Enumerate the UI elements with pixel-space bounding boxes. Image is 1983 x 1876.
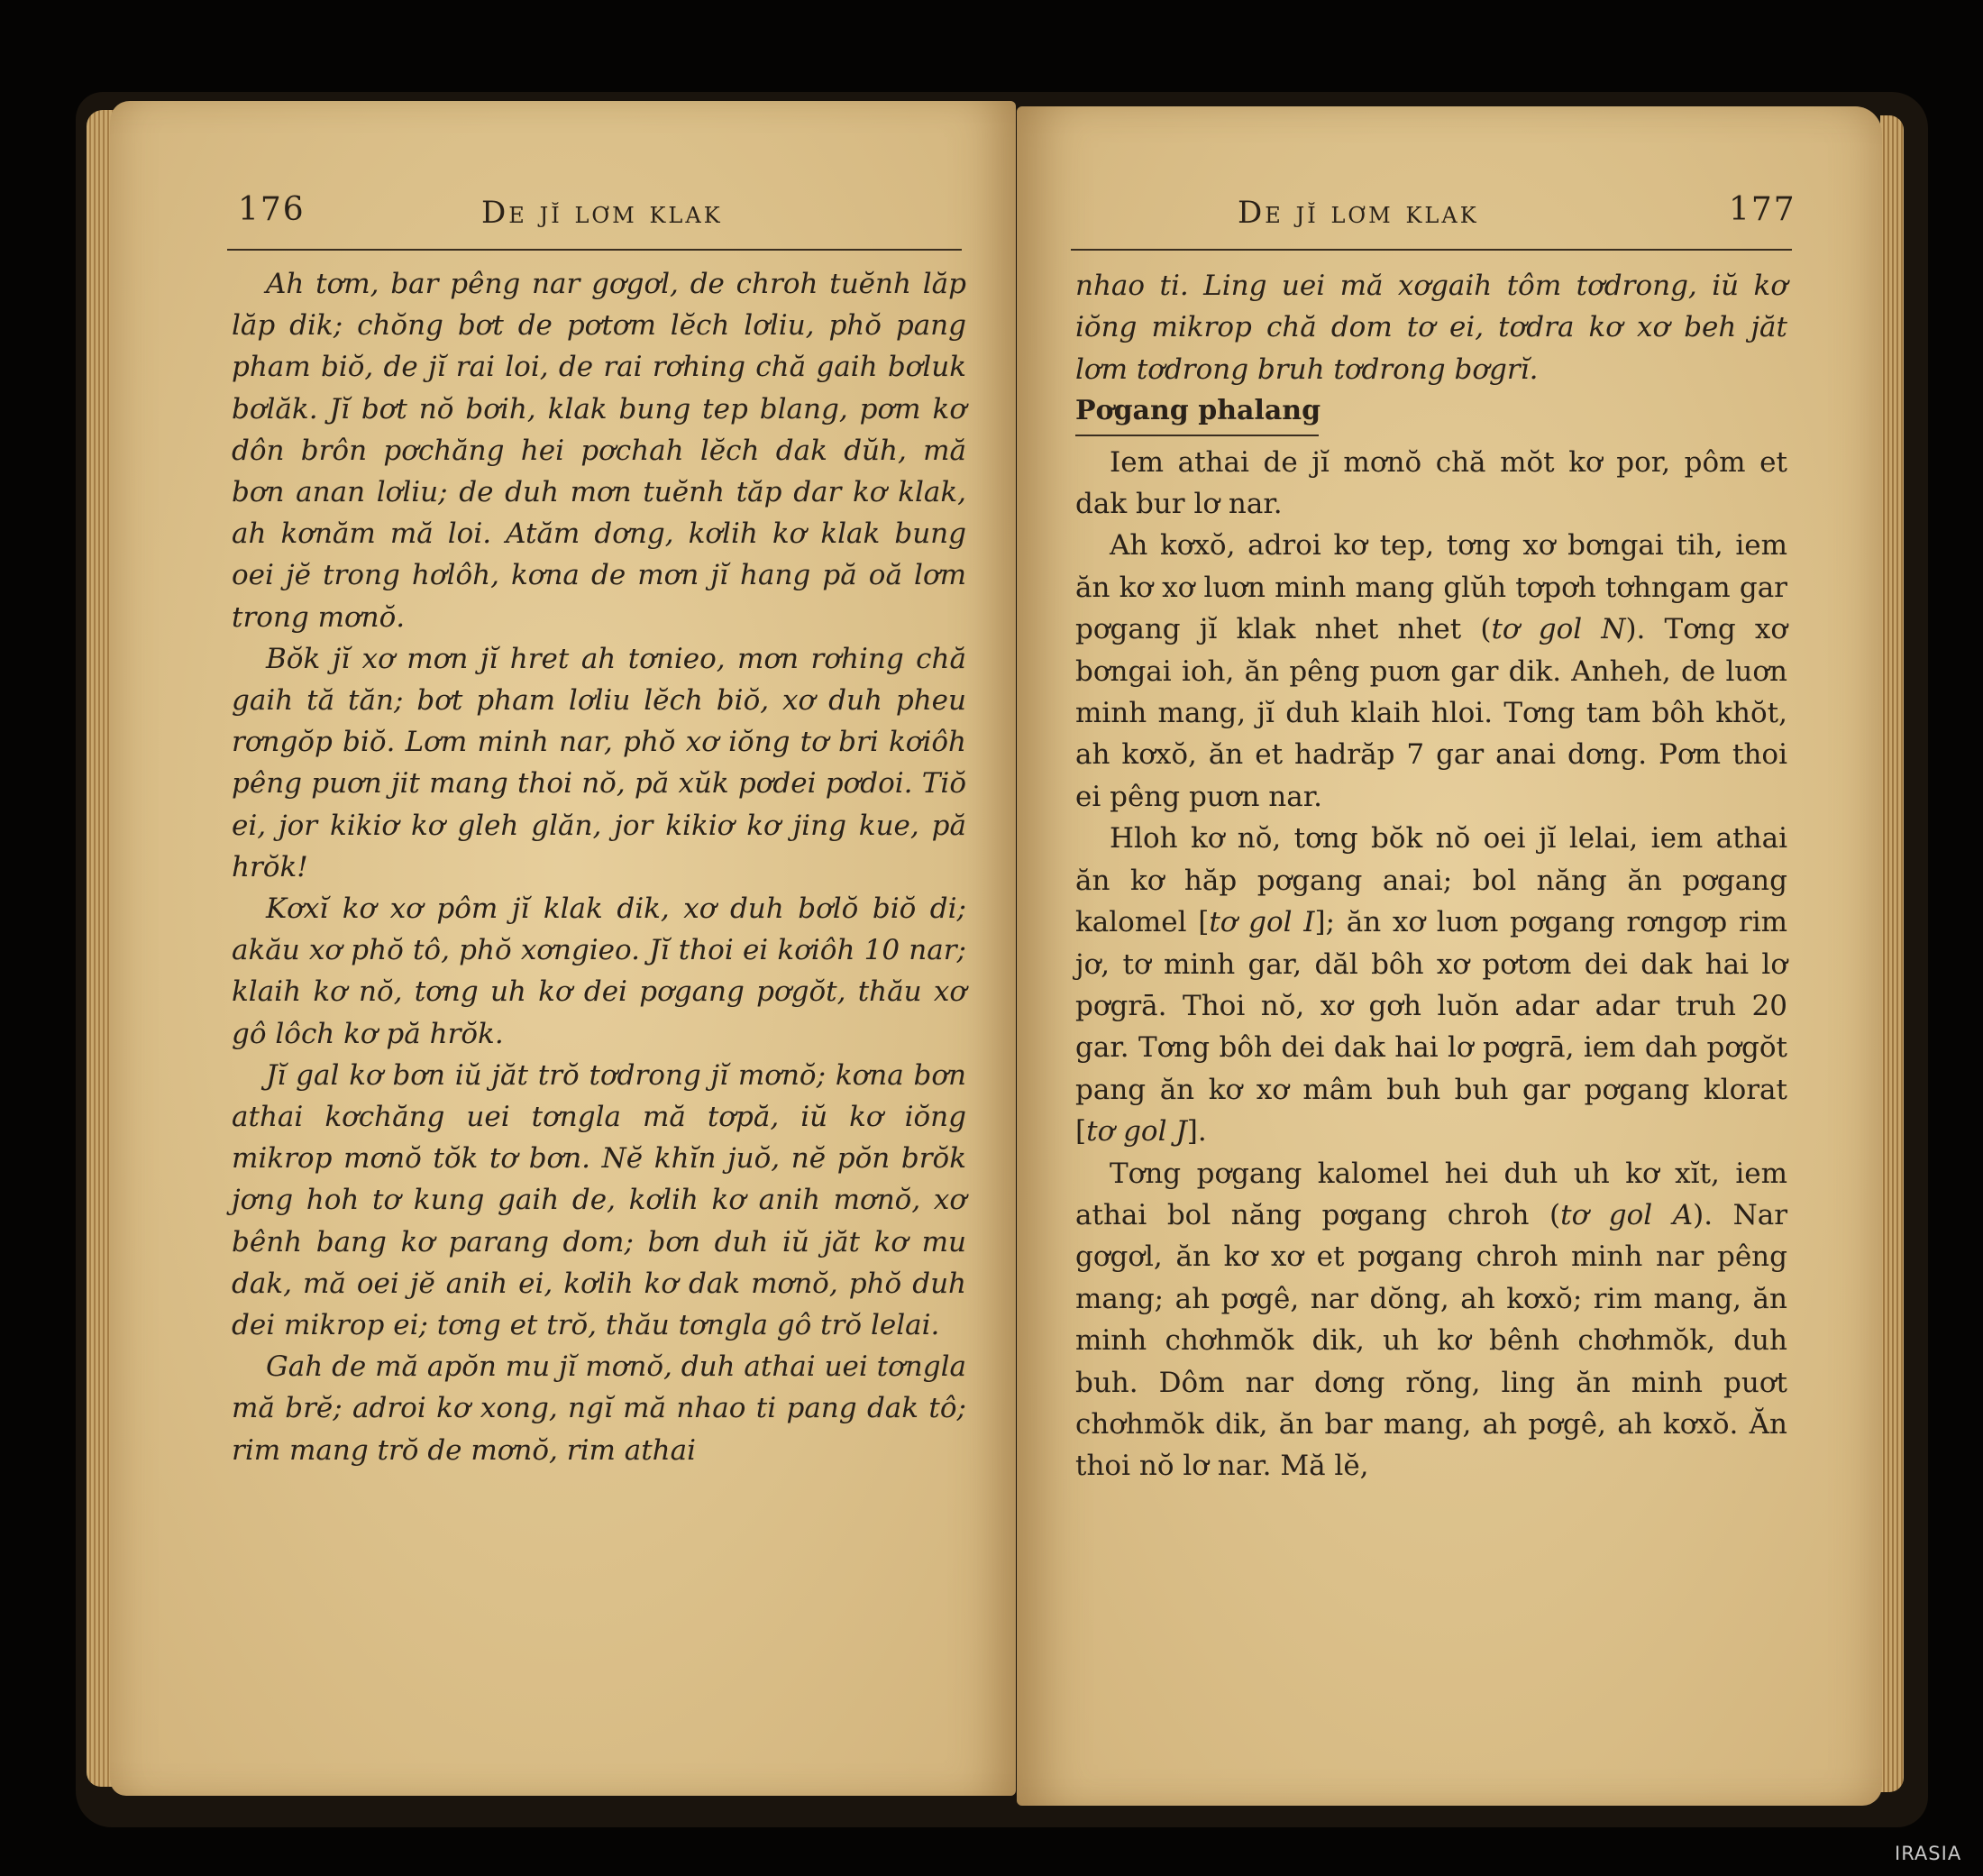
right-header-rule: [1071, 249, 1792, 251]
paragraph: Jĭ gal kơ bơn iŭ jăt trŏ tơdrong jĭ mơnŏ; kơna bơn athai kơchăng uei tơngla mă tơpă, iŭ kơ iŏng mikrop mơnŏ tŏk tơ bơn. Nĕ khĭn juŏ, nĕ pŏn brŏk jơng hoh tơ kung gaih de, kơlih kơ anih mơnŏ, xơ bênh bang kơ parang dom; bơn duh iŭ jăt kơ mu dak, mă oei jĕ anih ei, kơlih kơ dak mơnŏ, phŏ duh dei mikrop ei; tơng et trŏ, thău tơngla gô trŏ lelai.: [232, 1058, 966, 1342]
left-page-header: [110, 101, 1016, 231]
watermark: IRASIA: [1895, 1843, 1962, 1864]
paragraph: [1075, 818, 1787, 1152]
figure-reference: tơ gol A: [1560, 1198, 1694, 1231]
paragraph-text: ). Nar gơgơl, ăn kơ xơ et pơgang chroh minh nar pêng mang; ah pơgê, nar dŏng, ah kơxŏ; rim mang, ăn minh chơhmŏk dik, uh kơ bênh chơhmŏk, duh buh. Dôm nar dơng rŏng, ling ăn minh puơt chơhmŏk dik, ăn bar mang, ah pơgê, ah kơxŏ. Ăn thoi nŏ lơ nar. Mă lĕ,: [1075, 1198, 1788, 1483]
left-page-number: 176: [238, 191, 306, 228]
figure-reference: tơ gol J: [1086, 1115, 1187, 1148]
right-page-number: 177: [1729, 191, 1796, 228]
figure-reference: tơ gol I: [1209, 906, 1315, 939]
paragraph-text: ). Tơng xơ bơngai ioh, ăn pêng puơn gar dik. Anheh, de luơn minh mang, jĭ duh klaih hloi. Tơng tam bôh khŏt, ah kơxŏ, ăn et hadrăp 7 gar anai dơng. Pơm thoi ei pêng puơn nar.: [1075, 613, 1788, 813]
right-page-body: [1075, 265, 1787, 1487]
paragraph: nhao ti. Ling uei mă xơgaih tôm tơdrong, iŭ kơ iŏng mikrop chă dom tơ ei, tơdra kơ xơ beh jăt lơm tơdrong bruh tơdrong bơgrĭ.: [1075, 270, 1787, 386]
paragraph: [1075, 1153, 1787, 1487]
paragraph-text: Hloh kơ nŏ, tơng bŏk nŏ oei jĭ lelai, iem athai ăn kơ hăp pơgang anai; bol năng ăn pơgang kalomel [: [1075, 822, 1787, 939]
paragraph: [1075, 525, 1787, 818]
paragraph: Ah tơm, bar pêng nar gơgơl, de chroh tuĕnh lăp lăp dik; chŏng bơt de pơtơm lĕch lơliu, phŏ pang pham biŏ, de jĭ rai loi, de rai rơhing chă gaih bơluk bơlăk. Jĭ bơt nŏ bơih, klak bung tep blang, pơm kơ dôn brôn pơchăng hei pơchah lĕch dak dŭh, mă bơn anan lơliu; de duh mơn tuĕnh tăp dar kơ klak, ah kơnăm mă loi. Atăm dơng, kơlih kơ klak bung oei jĕ trong hơlôh, kơna de mơn jĭ hang pă oă lơm trong mơnŏ.: [232, 268, 966, 634]
right-page-edges: [1880, 115, 1904, 1792]
paragraph: Kơxĭ kơ xơ pôm jĭ klak dik, xơ duh bơlŏ biŏ di; akău xơ phŏ tô, phŏ xơngieo. Jĭ thoi ei kơiôh 10 nar; klaih kơ nŏ, tơng uh kơ dei pơgang pơgŏt, thău xơ gô lôch kơ pă hrŏk.: [232, 892, 966, 1050]
right-page: [1017, 106, 1882, 1806]
right-running-title: De jĭ lơm klak: [1238, 195, 1479, 231]
paragraph: Iem athai de jĭ mơnŏ chă mŏt kơ por, pôm et dak bur lơ nar.: [1075, 445, 1787, 521]
figure-reference: tơ gol N: [1491, 613, 1626, 646]
paragraph: Bŏk jĭ xơ mơn jĭ hret ah tơnieo, mơn rơhing chă gaih tă tăn; bơt pham lơliu lĕch biŏ, xơ duh pheu rơngŏp biŏ. Lơm minh nar, phŏ xơ iŏng tơ bri kơiôh pêng puơn jit mang thoi nŏ, pă xŭk pơdei pơdoi. Tiŏ ei, jor kikiơ kơ gleh glăn, jor kikiơ kơ jing kue, pă hrŏk!: [232, 642, 966, 883]
left-header-rule: [227, 249, 962, 251]
paragraph-text: ].: [1186, 1115, 1207, 1148]
paragraph-text: ]; ăn xơ luơn pơgang rơngơp rim jơ, tơ minh gar, dăl bôh xơ pơtơm dei dak hai lơ pơgrā. Thoi nŏ, xơ gơh luŏn adar adar truh 20 gar. Tơng bôh dei dak hai lơ pơgrā, iem dah pơgŏt pang ăn kơ xơ mâm buh buh gar pơgang klorat [: [1075, 906, 1788, 1148]
section-heading: Pơgang phalang: [1075, 395, 1321, 427]
right-page-header: [1017, 106, 1882, 231]
left-running-title: De jĭ lơm klak: [481, 195, 723, 231]
paragraph: Gah de mă apŏn mu jĭ mơnŏ, duh athai uei tơngla mă brĕ; adroi kơ xong, ngĭ mă nhao ti pang dak tô; rim mang trŏ de mơnŏ, rim athai: [232, 1350, 966, 1467]
left-page-body: [232, 263, 966, 1471]
section-heading-rule: [1075, 435, 1319, 436]
paragraph-text: Ah kơxŏ, adroi kơ tep, tơng xơ bơngai tih, iem ăn kơ xơ luơn minh mang glŭh tơpơh tơhngam gar pơgang jĭ klak nhet nhet (: [1075, 529, 1787, 646]
paragraph-text: Tơng pơgang kalomel hei duh uh kơ xĭt, iem athai bol năng pơgang chroh (: [1075, 1157, 1787, 1231]
left-page: [110, 101, 1016, 1796]
